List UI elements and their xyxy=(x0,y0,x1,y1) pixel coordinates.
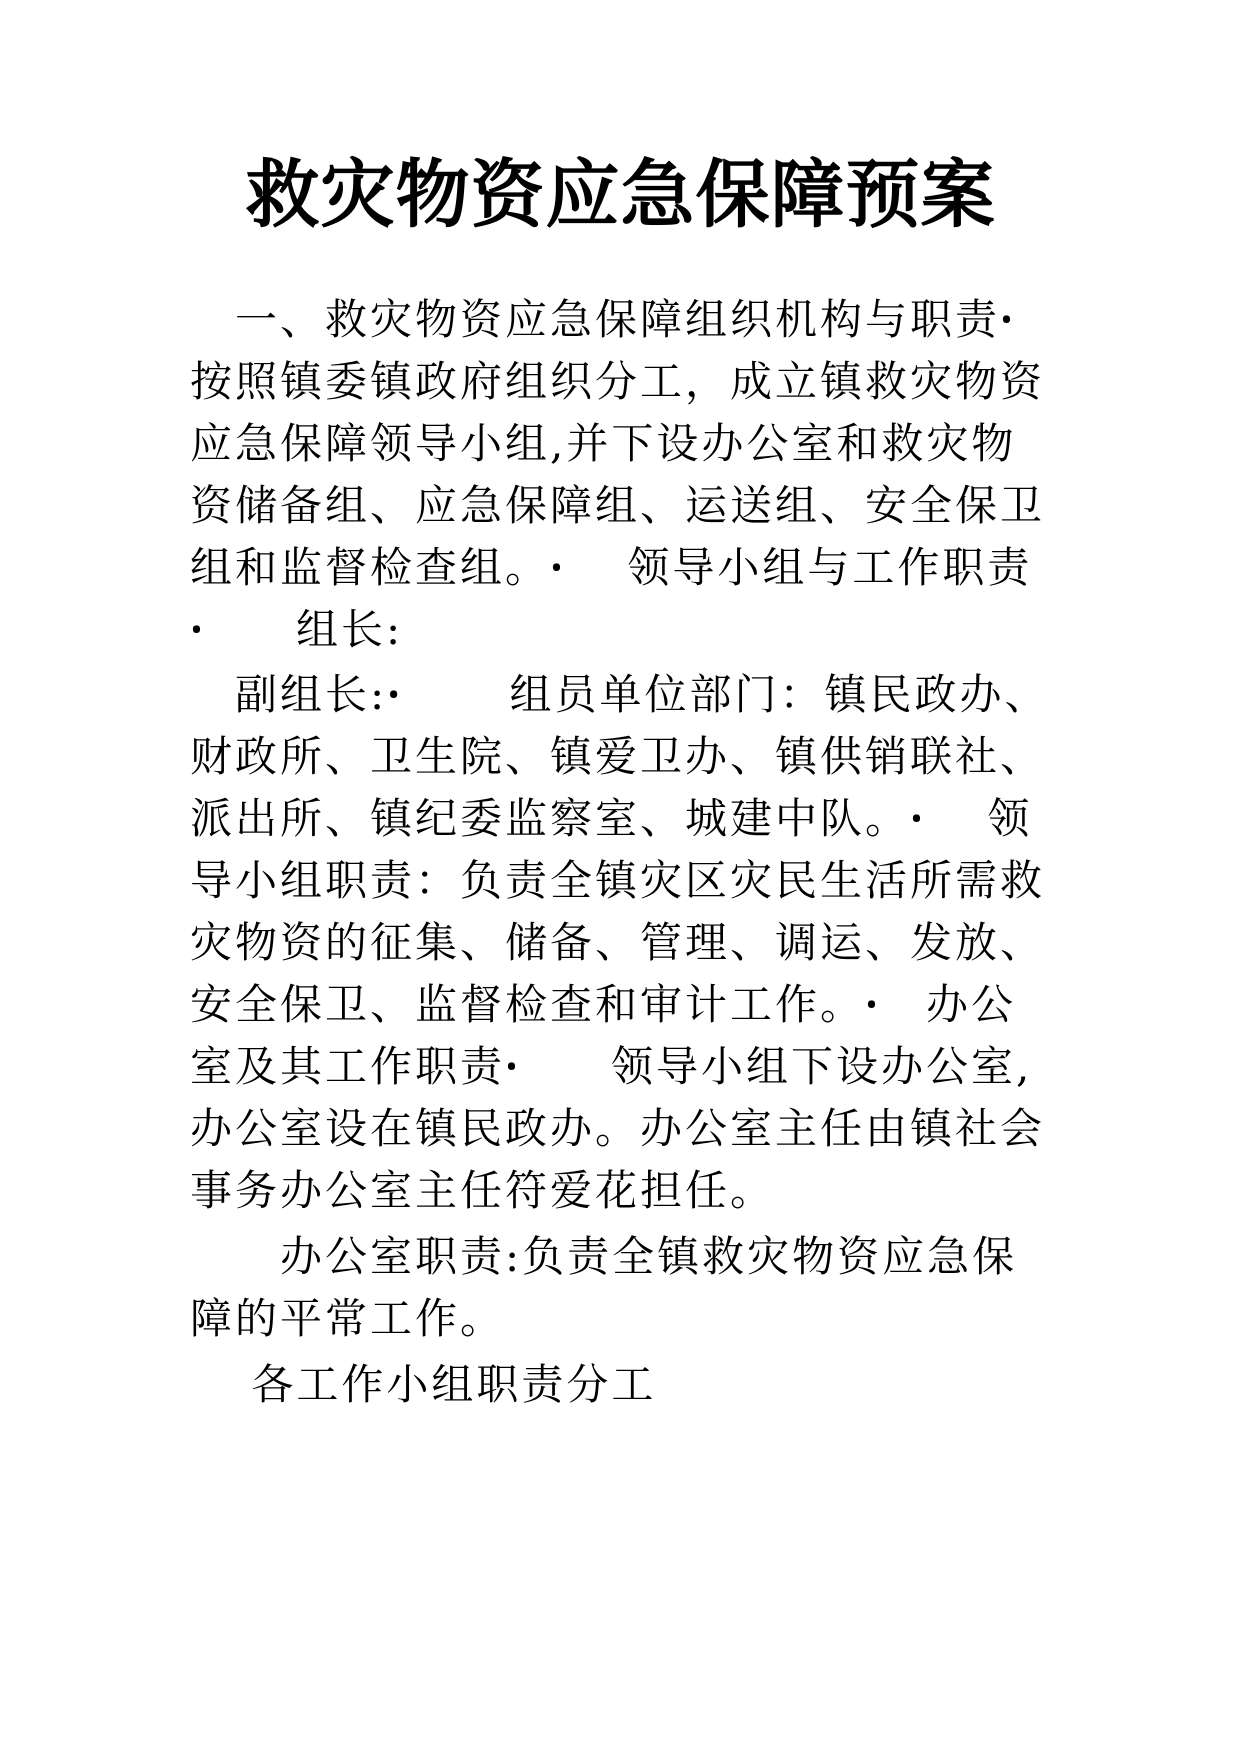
body-line: 导小组职责：负责全镇灾区灾民生活所需救 xyxy=(190,856,1046,905)
body-line: 障的平常工作。 xyxy=(190,1294,506,1343)
body-line: 灾物资的征集、储备、管理、调运、发放、 xyxy=(190,918,1046,967)
body-line: 办公室设在镇民政办。办公室主任由镇社会 xyxy=(190,1104,1046,1153)
body-line: ꞏ 组长: xyxy=(190,605,404,654)
body-line: 各工作小组职责分工 xyxy=(190,1360,657,1409)
body-line: 财政所、卫生院、镇爱卫办、镇供销联社、 xyxy=(190,732,1046,781)
document-title: 救灾物资应急保障预案 xyxy=(245,152,996,238)
body-line: 安全保卫、监督检查和审计工作。ꞏ 办公 xyxy=(190,980,1016,1029)
body-line: 一、救灾物资应急保障组织机构与职责ꞏ xyxy=(190,295,1016,344)
body-line: 办公室职责:负责全镇救灾物资应急保 xyxy=(190,1232,1018,1281)
body-line: 派出所、镇纪委监察室、城建中队。ꞏ 领 xyxy=(190,794,1033,843)
body-line: 副组长:ꞏ 组员单位部门：镇民政办、 xyxy=(190,670,1050,719)
body-line: 按照镇委镇政府组织分工，成立镇救灾物资 xyxy=(190,357,1046,406)
body-line: 事务办公室主任符爱花担任。 xyxy=(190,1166,776,1215)
body-line: 室及其工作职责ꞏ 领导小组下设办公室, xyxy=(190,1042,1033,1091)
body-line: 应急保障领导小组,并下设办公室和救灾物 xyxy=(190,419,1017,468)
body-line: 资储备组、应急保障组、运送组、安全保卫 xyxy=(190,481,1046,530)
body-line: 组和监督检查组。ꞏ 领导小组与工作职责 xyxy=(190,543,1033,592)
